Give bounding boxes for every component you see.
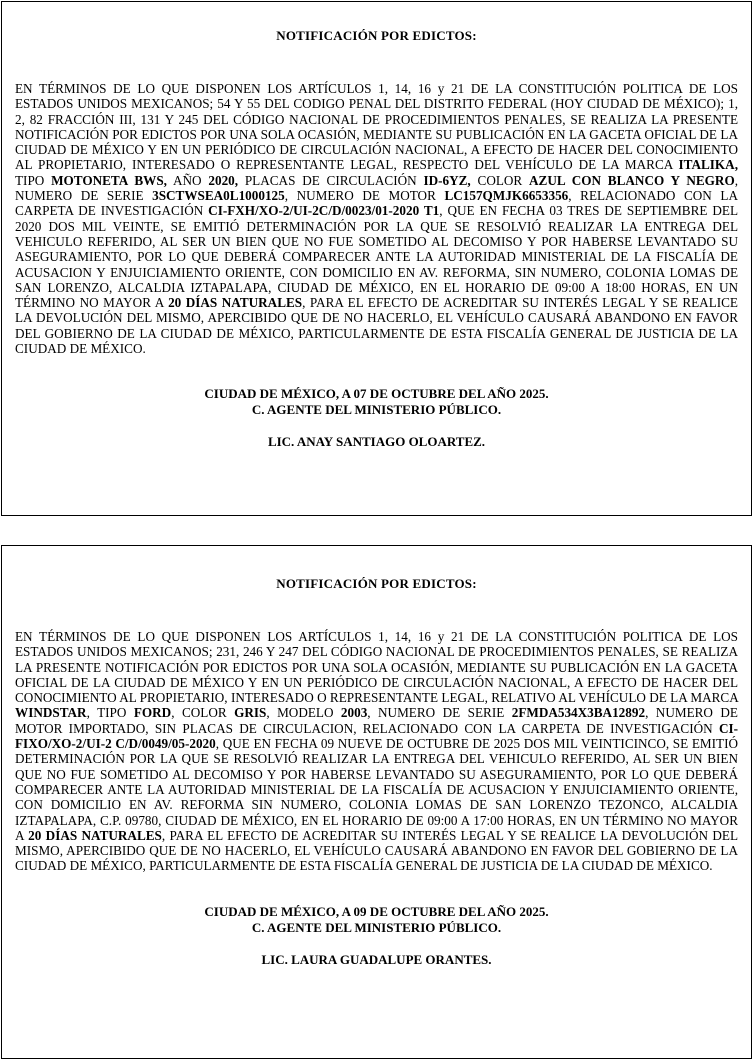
body-bold-text: 2FMDA534X3BA12892	[511, 705, 646, 721]
signatory-role: C. AGENTE DEL MINISTERIO PÚBLICO.	[251, 919, 502, 935]
body-text: , NUMERO DE SERIE	[15, 172, 738, 204]
notice-body	[15, 629, 738, 874]
place-date: CIUDAD DE MÉXICO, A 09 DE OCTUBRE DEL AÑO 2025.	[204, 903, 549, 919]
body-text: , NUMERO DE SERIE	[367, 705, 512, 721]
notice-title: NOTIFICACIÓN POR EDICTOS:	[276, 28, 477, 43]
body-bold-text: 3SCTWSEA0L1000125	[152, 188, 285, 204]
body-bold-text: CI-FIXO/XO-2/UI-2 C/D/0049/05-2020	[15, 720, 738, 752]
edict-notice-2	[1, 545, 752, 1059]
body-bold-text: ITALIKA,	[678, 157, 738, 173]
body-bold-text: 20 DÍAS NATURALES	[28, 827, 162, 843]
body-text: , QUE EN FECHA 03 TRES DE SEPTIEMBRE DEL 2020 DOS MIL VEINTE, SE EMITIÓ DETERMINACIÓN POR LA QUE SE RESOLVIÓ REALIZAR LA ENTREGA DEL VEHICULO REFERIDO, AL SER UN BIEN QUE NO FUE SOMETIDO AL DECOMISO Y POR HABERSE LEVANTADO SU ASEGURAMIENTO, POR LO QUE DEBERÁ COMPARECER ANTE LA AUTORIDAD MINISTERIAL DE LA FISCALÍA DE ACUSACION Y ENJUICIAMIENTO ORIENTE, CON DOMICILIO EN AV. REFORMA, SIN NUMERO, COLONIA LOMAS DE SAN LORENZO, ALCALDIA IZTAPALAPA, CIUDAD DE MÉXICO, EN EL HORARIO DE 09:00 A 18:00 HORAS, EN UN TÉRMINO NO MAYOR A	[15, 203, 739, 311]
notice-title: NOTIFICACIÓN POR EDICTOS:	[276, 576, 477, 591]
body-text: , PARA EL EFECTO DE ACREDITAR SU INTERÉS LEGAL Y SE REALICE LA DEVOLUCIÓN DEL MISMO, APERCIBIDO QUE DE NO HACERLO, EL VEHÍCULO CAUSARÁ ABANDONO EN FAVOR DEL GOBIERNO DE LA CIUDAD DE MÉXICO, PARTICULARMENTE DE ESTA FISCALÍA GENERAL DE JUSTICIA DE LA CIUDAD DE MÉXICO.	[15, 827, 738, 874]
body-text: PLACAS DE CIRCULACIÓN	[238, 172, 424, 188]
body-text: , COLOR	[171, 705, 235, 721]
body-text: , TIPO	[86, 705, 134, 721]
edict-notice-1	[1, 1, 752, 516]
body-text: EN TÉRMINOS DE LO QUE DISPONEN LOS ARTÍCULOS 1, 14, 16 y 21 DE LA CONSTITUCIÓN POLITICA DE LOS ESTADOS UNIDOS MEXICANOS; 54 Y 55 DEL CODIGO PENAL DEL DISTRITO FEDERAL (HOY CIUDAD DE MÉXICO); 1, 2, 82 FRACCIÓN III, 131 Y 245 DEL CÓDIGO NACIONAL DE PROCEDIMIENTOS PENALES, SE REALIZA LA PRESENTE NOTIFICACIÓN POR EDICTOS POR UNA SOLA OCASIÓN, MEDIANTE SU PUBLICACIÓN EN LA GACETA OFICIAL DE LA CIUDAD DE MÉXICO Y EN UN PERIÓDICO DE CIRCULACIÓN NACIONAL, A EFECTO DE HACER DEL CONOCIMIENTO AL PROPIETARIO, INTERESADO O REPRESENTANTE LEGAL, RESPECTO DEL VEHÍCULO DE LA MARCA	[15, 81, 738, 173]
body-text: EN TÉRMINOS DE LO QUE DISPONEN LOS ARTÍCULOS 1, 14, 16 y 21 DE LA CONSTITUCIÓN POLITICA DE LOS ESTADOS UNIDOS MEXICANOS; 231, 246 Y 247 DEL CÓDIGO NACIONAL DE PROCEDIMIENTOS PENALES, SE REALIZA LA PRESENTE NOTIFICACIÓN POR EDICTOS POR UNA SOLA OCASIÓN, MEDIANTE SU PUBLICACIÓN EN LA GACETA OFICIAL DE LA CIUDAD DE MÉXICO Y EN UN PERIÓDICO DE CIRCULACIÓN NACIONAL, A EFECTO DE HACER DEL CONOCIMIENTO AL PROPIETARIO, INTERESADO O REPRESENTANTE LEGAL, RELATIVO AL VEHÍCULO DE LA MARCA	[15, 629, 738, 706]
body-text: , PARA EL EFECTO DE ACREDITAR SU INTERÉS LEGAL Y SE REALICE LA DEVOLUCIÓN DEL MISMO, APERCIBIDO QUE DE NO HACERLO, EL VEHÍCULO CAUSARÁ ABANDONO EN FAVOR DEL GOBIERNO DE LA CIUDAD DE MÉXICO, PARTICULARMENTE DE ESTA FISCALÍA GENERAL DE JUSTICIA DE LA CIUDAD DE MÉXICO.	[15, 295, 738, 357]
body-bold-text: ID-6YZ,	[423, 172, 471, 188]
body-bold-text: LC157QMJK6653356	[444, 188, 569, 204]
body-bold-text: 2003	[340, 705, 368, 721]
body-bold-text: MOTONETA BWS,	[51, 172, 167, 188]
body-text: TIPO	[15, 172, 52, 188]
body-bold-text: CI-FXH/XO-2/UI-2C/D/0023/01-2020 T1	[208, 203, 440, 219]
body-bold-text: AZUL CON BLANCO Y NEGRO	[529, 172, 735, 188]
place-date: CIUDAD DE MÉXICO, A 07 DE OCTUBRE DEL AÑO 2025.	[204, 386, 549, 402]
signatory-role: C. AGENTE DEL MINISTERIO PÚBLICO.	[251, 402, 502, 418]
signatory-name: LIC. ANAY SANTIAGO OLOARTEZ.	[267, 434, 486, 450]
body-text: , MODELO	[266, 705, 341, 721]
body-bold-text: 2020,	[208, 172, 239, 188]
body-text: AÑO	[166, 172, 209, 188]
body-bold-text: FORD	[133, 705, 172, 721]
body-bold-text: GRIS	[234, 705, 267, 721]
body-text: , NUMERO DE MOTOR IMPORTADO, SIN PLACAS DE CIRCULACION, RELACIONADO CON LA CARPETA DE INVESTIGACIÓN	[15, 705, 738, 736]
body-text: , QUE EN FECHA 09 NUEVE DE OCTUBRE DE 2025 DOS MIL VEINTICINCO, SE EMITIÓ DETERMINACIÓN POR LA QUE SE RESOLVIÓ REALIZAR LA ENTREGA DEL VEHICULO REFERIDO, AL SER UN BIEN QUE NO FUE SOMETIDO AL DECOMISO Y POR HABERSE LEVANTADO SU ASEGURAMIENTO, POR LO QUE DEBERÁ COMPARECER ANTE LA AUTORIDAD MINISTERIAL DE LA FISCALÍA DE ACUSACION Y ENJUICIAMIENTO ORIENTE, CON DOMICILIO EN AV. REFORMA SIN NUMERO, COLONIA LOMAS DE SAN LORENZO TEZONCO, ALCALDIA IZTAPALAPA, C.P. 09780, CIUDAD DE MÉXICO, EN EL HORARIO DE 09:00 A 17:00 HORAS, EN UN TÉRMINO NO MAYOR A	[15, 736, 738, 843]
body-bold-text: WINDSTAR	[15, 705, 87, 721]
body-text: , RELACIONADO CON LA CARPETA DE INVESTIGACIÓN	[15, 188, 738, 219]
signatory-name: LIC. LAURA GUADALUPE ORANTES.	[261, 951, 492, 967]
notice-body	[15, 81, 738, 356]
body-bold-text: 20 DÍAS NATURALES	[168, 295, 303, 311]
body-text: , NUMERO DE MOTOR	[284, 188, 445, 204]
body-text: COLOR	[470, 172, 530, 188]
